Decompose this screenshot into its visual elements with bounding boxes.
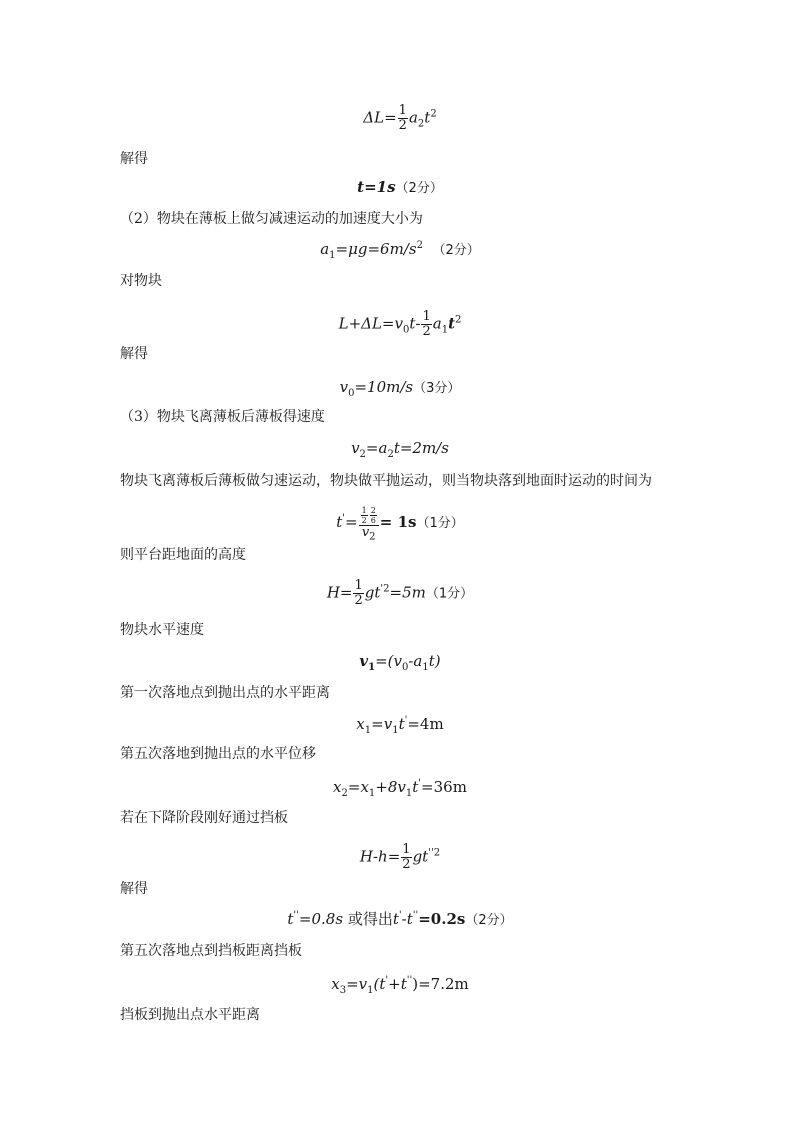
score-note: （2分） — [432, 243, 480, 258]
fraction-denominator: 6 — [370, 516, 376, 525]
equation-t — [0, 177, 800, 199]
text-line: 对物块 — [120, 273, 162, 289]
eq-text: ΔL= — [363, 108, 397, 127]
eq-sup: '' — [406, 975, 413, 986]
fraction — [359, 506, 379, 543]
equation-v2 — [0, 437, 800, 458]
equation-x1 — [0, 713, 800, 734]
eq-sub: 2 — [417, 118, 425, 130]
eq-text: t) — [428, 652, 441, 670]
eq-sup: ' — [418, 778, 422, 789]
fraction-numerator: 1 — [361, 506, 367, 515]
eq-sub: 0 — [401, 662, 409, 673]
eq-sub: 1 — [441, 324, 449, 336]
text-line: 则平台距地面的高度 — [120, 547, 246, 563]
eq-text: t — [412, 778, 419, 796]
eq-text: +t — [388, 975, 407, 993]
equation-t-double-prime — [0, 909, 800, 931]
eq-text: -a — [408, 652, 423, 670]
eq-text: x — [356, 715, 365, 733]
score-note: （1分） — [425, 586, 474, 602]
fraction-denominator: 2 — [422, 324, 431, 339]
equation-v0 — [0, 377, 800, 399]
eq-text: (t — [373, 975, 386, 993]
fraction — [353, 579, 363, 608]
eq-text: =v — [346, 975, 368, 993]
eq-text: =v — [371, 715, 393, 733]
fraction — [398, 104, 408, 133]
score-note: （1分） — [416, 516, 464, 531]
eq-text: =0.2s — [418, 910, 466, 928]
text-line: 物块飞离薄板后薄板做匀速运动，物块做平抛运动，则当物块落到地面时运动的时间为 — [120, 473, 652, 489]
eq-sub: 2 — [341, 788, 348, 799]
eq-sub: 1 — [422, 662, 429, 673]
eq-sub: 2 — [369, 531, 376, 543]
eq-sup: '' — [412, 910, 419, 921]
small-fraction — [361, 506, 368, 525]
eq-sub: 1 — [367, 985, 374, 996]
eq-text: a — [320, 240, 330, 258]
fraction-denominator: 2 — [398, 118, 407, 133]
eq-text: v — [339, 378, 349, 396]
text-line: （2）物块在薄板上做匀减速运动的加速度大小为 — [120, 211, 423, 227]
equation-l-plus-delta-l — [0, 310, 800, 339]
eq-text: =a — [365, 439, 388, 457]
fraction-denominator: 2 — [354, 593, 363, 608]
score-note: （3分） — [413, 381, 461, 396]
fraction-numerator — [359, 506, 379, 526]
text-line: 第五次落地点到挡板距离挡板 — [120, 943, 302, 959]
fraction-numerator: 1 — [354, 578, 363, 593]
eq-text: = 1s — [379, 513, 417, 531]
eq-sup: 2 — [416, 240, 423, 251]
eq-sub: 1 — [368, 662, 376, 673]
fraction-denominator: 2 — [402, 857, 411, 872]
eq-text: )=7.2m — [412, 975, 469, 993]
text-line: 若在下降阶段刚好通过挡板 — [120, 810, 288, 826]
fraction-numerator: 1 — [398, 103, 407, 118]
eq-text: t — [398, 715, 405, 733]
equation-h-minus-h — [0, 843, 800, 872]
equation-v1 — [0, 650, 800, 671]
eq-text: t — [336, 513, 343, 531]
eq-text: =(v — [375, 652, 402, 670]
eq-text: t=1s — [357, 178, 396, 196]
eq-text: =μg=6m/s — [335, 240, 417, 258]
eq-sub: 1 — [329, 250, 336, 261]
eq-text: a — [432, 314, 442, 333]
equation-t-prime — [0, 506, 800, 543]
eq-sub: 2 — [387, 449, 394, 460]
eq-sub: 1 — [392, 725, 399, 736]
eq-text: H-h= — [359, 847, 401, 866]
eq-text: - — [401, 910, 407, 928]
eq-text: t — [287, 910, 294, 928]
text-line: 解得 — [120, 151, 148, 167]
fraction-numerator: 2 — [370, 506, 376, 515]
eq-text: L+ΔL=v — [338, 314, 403, 333]
eq-text: +8v — [375, 778, 406, 796]
text-line: 第五次落地到抛出点的水平位移 — [120, 746, 316, 762]
eq-text: t — [392, 910, 399, 928]
eq-text: =4m — [407, 715, 444, 733]
eq-text: =x — [347, 778, 369, 796]
eq-text: t — [406, 910, 413, 928]
small-fraction — [370, 506, 377, 525]
eq-sub: 1 — [368, 788, 376, 799]
eq-text: H= — [326, 583, 353, 602]
equation-a1 — [0, 239, 800, 261]
eq-text: gt — [412, 847, 429, 866]
equation-x2 — [0, 776, 800, 797]
eq-sub: 1 — [405, 788, 413, 799]
eq-sub: 1 — [364, 725, 372, 736]
eq-sup: 2 — [430, 108, 437, 120]
eq-sup: ' — [342, 513, 346, 524]
eq-text: =10m/s — [354, 378, 414, 396]
eq-text: t — [448, 314, 456, 333]
eq-text: t=2m/s — [393, 439, 449, 457]
eq-text: x — [333, 778, 342, 796]
eq-text: a — [408, 108, 418, 127]
eq-text: v — [361, 525, 370, 540]
fraction-denominator — [359, 525, 379, 543]
text-line: 解得 — [120, 346, 148, 362]
score-note: （2分） — [395, 181, 443, 196]
eq-text: 或得出 — [343, 910, 393, 928]
eq-text: t- — [409, 314, 421, 333]
equation-h — [0, 579, 800, 608]
fraction — [401, 843, 411, 872]
eq-text: x — [331, 975, 340, 993]
text-line: 挡板到抛出点水平距离 — [120, 1007, 260, 1023]
eq-sup: ''2 — [428, 847, 441, 859]
eq-text: v — [351, 439, 360, 457]
score-note: （2分） — [465, 913, 513, 928]
text-line: 解得 — [120, 881, 148, 897]
eq-sup: ' — [385, 975, 389, 986]
fraction-numerator: 1 — [422, 309, 431, 324]
eq-text: gt — [364, 583, 381, 602]
eq-text: t — [424, 108, 431, 127]
eq-text: v — [359, 652, 369, 670]
eq-text: = — [345, 513, 358, 531]
eq-text: =0.8s — [298, 910, 344, 928]
text-line: 第一次落地点到抛出点的水平距离 — [120, 685, 330, 701]
eq-text: =36m — [421, 778, 467, 796]
equation-x3 — [0, 973, 800, 994]
fraction-denominator: 2 — [361, 516, 367, 525]
eq-sub: 0 — [348, 388, 355, 399]
text-line: 物块水平速度 — [120, 622, 204, 638]
eq-sub: 3 — [339, 985, 347, 996]
fraction-numerator: 1 — [402, 842, 411, 857]
equation-delta-l — [0, 104, 800, 133]
eq-text: =5m — [389, 583, 426, 602]
eq-sup: '' — [293, 910, 299, 921]
eq-sup: '2 — [380, 583, 390, 595]
eq-sub: 0 — [402, 324, 410, 336]
fraction — [421, 310, 431, 339]
text-line: （3）物块飞离薄板后薄板得速度 — [120, 409, 325, 425]
eq-sup: ' — [404, 715, 408, 726]
eq-sup: ' — [398, 910, 402, 921]
eq-sup: 2 — [455, 314, 462, 326]
eq-sub: 2 — [359, 449, 366, 460]
